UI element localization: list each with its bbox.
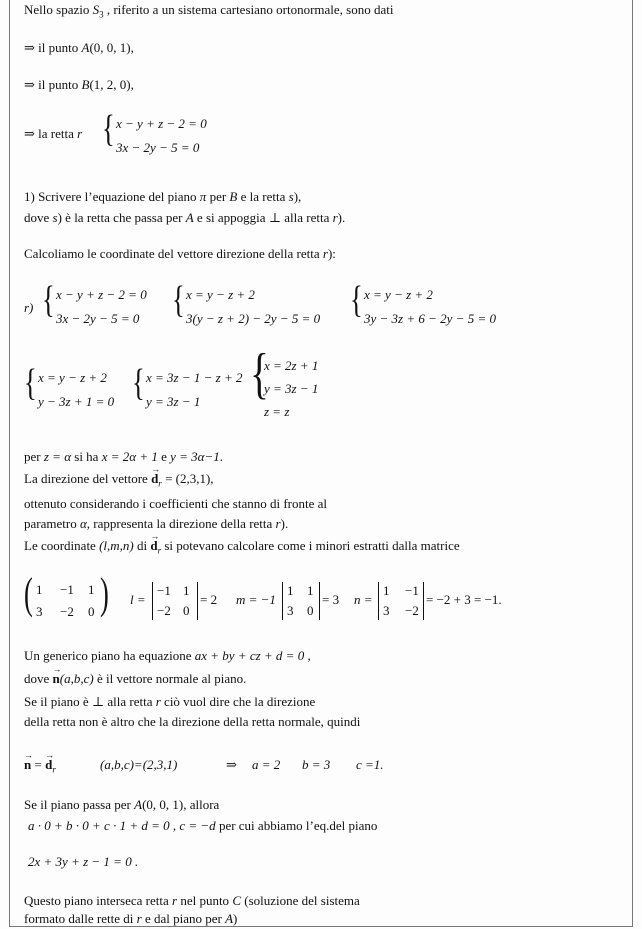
matrix-cell: 1 [36,582,43,597]
plane-line-4: della retta non è altro che la direzione della retta normale, quindi [24,714,361,729]
int2-mid: e dal piano per [141,911,226,926]
q2d: alla retta [281,210,333,225]
det-cell: 0 [183,603,190,618]
minor-m-determinant [282,582,320,620]
obt-post: ). [280,516,289,531]
point-b-line [24,77,134,93]
question-line-2 [24,210,345,226]
plane1-pre: Un generico piano ha equazione [24,648,195,663]
q1-line-s: s [288,189,294,204]
perpendicular-icon: ⊥ [268,210,281,225]
point-a-line [24,40,134,56]
line-r-eq1: x − y + z − 2 = 0 [116,116,207,131]
obt-pre: parametro [24,516,80,531]
calc-r: r [322,246,328,261]
minor-n-value: = −2 + 3 = −1. [426,592,502,607]
direction-eq: = (2,3,1), [161,471,214,486]
q1-point-b: B [229,189,238,204]
space-symbol: S [92,2,100,17]
int1-pre: Questo piano interseca retta [24,893,172,908]
sys1-b1: x = y − z + 2 [186,287,255,302]
calc-intro-line [24,246,336,262]
sys2-a2: y − 3z + 1 = 0 [38,394,115,409]
result-abc: (a,b,c)=(2,3,1) [100,757,178,772]
minor-l-value: = 2 [200,592,218,607]
int2-a: A [225,911,234,926]
sys1-a2: 3x − 2y − 5 = 0 [56,311,140,326]
implies-arrow-icon: ⇒ [24,126,35,141]
obt-r: r [275,516,281,531]
vector-d: → d [45,757,52,773]
passa-a: A [134,797,143,812]
q2c: e si appoggia [193,210,269,225]
q2e: ). [337,210,346,225]
q1d: ), [293,189,302,204]
int1-c: C [232,893,241,908]
implies-arrow-icon: ⇒ [24,77,35,92]
passa-post: (0, 0, 1), allora [142,797,220,812]
sys1-label: r) [24,300,34,315]
minor-m-value: = 3 [322,592,340,607]
vector-d-sub: r [158,478,162,489]
substitution-line [28,818,377,834]
space-subscript: 3 [99,9,104,20]
param-line [24,449,223,465]
brace-icon: { [42,279,55,321]
vector-d-sub: r [52,764,56,775]
vector-d: → d [150,538,157,554]
line-r-label [24,126,82,142]
line-r-name: r [77,126,83,141]
sys1-b2: 3(y − z + 2) − 2y − 5 = 0 [186,311,321,326]
question-line-1 [24,189,301,205]
plane1-eq: ax + by + cz + d = 0 [194,648,305,663]
point-a-coords: (0, 0, 1), [89,40,134,55]
det-cell: 1 [307,583,314,598]
obtained-line-1: ottenuto considerando i coefficienti che stanno di fronte al [24,496,327,511]
sys2-a1: x = y − z + 2 [38,370,107,385]
sys2-c1: x = 2z + 1 [264,358,319,373]
matrix-cell: 0 [88,604,95,619]
int2-post: ) [233,911,238,926]
sys1-c1: x = y − z + 2 [364,287,433,302]
plane3-post: ciò vuol dire che la direzione [160,694,316,709]
plane2-pre: dove [24,671,53,686]
intersect-line-2 [24,911,237,927]
coords-post: si potevano calcolare come i minori estratti dalla matrice [161,538,460,553]
det-cell: 1 [287,583,294,598]
param-end: . [219,449,224,464]
minor-n-determinant [378,582,424,620]
q2b: ) è la retta che passa per [57,210,186,225]
param-y: y = 3α−1 [170,449,220,464]
intro-line [24,2,393,23]
matrix-cell: −2 [60,604,74,619]
brace-icon: { [250,343,269,405]
sys1-c2: 3y − 3z + 6 − 2y − 5 = 0 [364,311,496,326]
point-b-coords: (1, 2, 0), [89,77,134,92]
plane3-pre: Se il piano è [24,694,92,709]
point-a-pre: il punto [34,40,82,55]
final-plane-equation: 2x + 3y + z − 1 = 0 . [28,854,139,869]
plane-line-1 [24,648,311,664]
result-eq: = [31,757,46,772]
plane-line-3 [24,694,315,710]
result-c: c =1. [356,757,384,772]
intro-post: , riferito a un sistema cartesiano ortonormale, sono dati [103,2,394,17]
int2-pre: formato dalle rette di [24,911,137,926]
brace-icon: { [102,108,115,150]
implies-arrow-icon: ⇒ [226,757,237,772]
matrix-cell: 1 [88,582,95,597]
vector-n: → n [53,671,60,687]
implies-arrow-icon: ⇒ [24,40,35,55]
coords-line [24,538,460,559]
q2a: dove [24,210,53,225]
minor-n-label: n = [354,592,373,607]
minor-m-label: m = −1 [236,592,276,607]
direction-line [24,471,214,492]
line-r-eq2: 3x − 2y − 5 = 0 [116,140,200,155]
param-mid: si ha [71,449,102,464]
brace-icon: { [172,279,185,321]
coords-lmn: (l,m,n) [99,538,134,553]
intersect-line-1 [24,893,360,909]
line-r-pre: la retta [34,126,78,141]
q2-point-a: A [185,210,194,225]
right-paren-icon: ) [100,569,109,618]
brace-icon: { [24,362,37,404]
det-cell: 1 [183,583,190,598]
det-cell: −1 [157,583,171,598]
subst-post: per cui abbiamo l’eq.del piano [215,818,378,833]
brace-icon: { [350,279,363,321]
q2-line-s: s [52,210,58,225]
result-b: b = 3 [302,757,331,772]
det-cell: −2 [405,603,419,618]
int1-post: (soluzione del sistema [240,893,360,908]
sys2-c2: y = 3z − 1 [264,381,319,396]
param-pre: per [24,449,44,464]
direction-pre: La direzione del vettore [24,471,152,486]
result-line [24,757,56,778]
point-a-name: A [81,40,90,55]
q1a: 1) Scrivere l’equazione del piano [24,189,200,204]
sys2-c3: z = z [264,404,290,419]
plane1-post: , [304,648,311,663]
sys2-b1: x = 3z − 1 − z + 2 [146,370,243,385]
det-cell: 0 [307,603,314,618]
subst-eq: a · 0 + b · 0 + c · 1 + d = 0 , c = −d [28,818,216,833]
plane-line-2 [24,671,246,687]
calc-post: ): [327,246,336,261]
pass-a-line [24,797,219,813]
param-e: e [157,449,171,464]
int1-mid: nel punto [177,893,233,908]
det-cell: −2 [157,603,171,618]
coefficient-matrix [24,569,114,624]
point-b-pre: il punto [34,77,82,92]
sys1-a1: x − y + z − 2 = 0 [56,287,147,302]
plane2-args: (a,b,c) [59,671,94,686]
passa-pre: Se il piano passa per [24,797,135,812]
minor-l-determinant [152,582,198,620]
int2-r: r [136,911,142,926]
matrix-cell: −1 [60,582,74,597]
plane3-mid: alla retta [104,694,156,709]
coords-di: di [133,538,151,553]
q1b: per [206,189,230,204]
det-cell: 3 [287,603,294,618]
sys2-b2: y = 3z − 1 [146,394,201,409]
param-x: x = 2α + 1 [101,449,158,464]
q2-line-r: r [332,210,338,225]
left-paren-icon: ( [24,569,33,618]
plane3-r: r [155,694,161,709]
plane2-post: è il vettore normale al piano. [93,671,247,686]
obt-alpha: α [79,516,87,531]
perpendicular-icon: ⊥ [91,694,105,709]
calc-pre: Calcoliamo le coordinate del vettore direzione della retta [24,246,323,261]
det-cell: 3 [383,603,390,618]
vector-n: → n [24,757,31,773]
point-b-name: B [81,77,90,92]
param-z: z = α [43,449,72,464]
obt-mid: , rappresenta la direzione della retta [86,516,276,531]
brace-icon: { [132,362,145,404]
intro-pre: Nello spazio [24,2,93,17]
document-page [9,0,633,927]
vector-d-sub: r [157,545,162,556]
vector-d: → d [151,471,158,487]
coords-pre: Le coordinate [24,538,100,553]
result-a: a = 2 [252,757,281,772]
q1c: e la retta [237,189,289,204]
plane-pi-symbol: π [199,189,207,204]
int1-r: r [172,893,178,908]
det-cell: −1 [405,583,419,598]
matrix-cell: 3 [36,604,43,619]
det-cell: 1 [383,583,390,598]
minor-l-label: l = [130,592,146,607]
